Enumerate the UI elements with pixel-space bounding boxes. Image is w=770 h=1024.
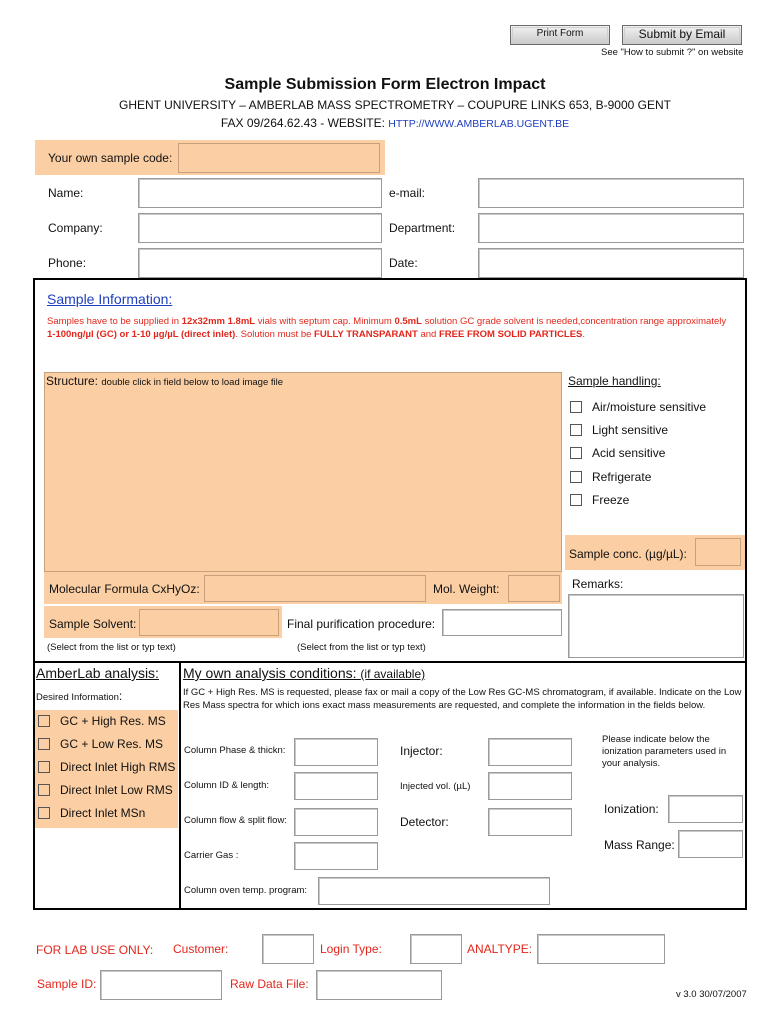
note-concentration: 1-100ng/µl (GC) or 1-10 µg/µL (direct inlet)	[47, 329, 236, 340]
direct-inlet-msn-label: Direct Inlet MSn	[60, 806, 146, 820]
column-flow-label: Column flow & split flow:	[184, 815, 287, 826]
sample-conc-input[interactable]	[695, 538, 741, 566]
refrigerate-checkbox[interactable]	[570, 471, 582, 483]
email-input[interactable]	[478, 178, 744, 208]
gc-high-res-label: GC + High Res. MS	[60, 714, 166, 728]
own-conditions-heading	[183, 665, 425, 681]
ionization-input[interactable]	[668, 795, 743, 823]
website-link[interactable]: HTTP://WWW.AMBERLAB.UGENT.BE	[388, 118, 570, 130]
acid-sensitive-label: Acid sensitive	[592, 446, 666, 460]
structure-hint: double click in field below to load image file	[101, 377, 284, 388]
sample-code-label: Your own sample code:	[48, 151, 173, 165]
column-id-input[interactable]	[294, 772, 378, 800]
name-label: Name:	[48, 186, 84, 200]
own-conditions-title: My own analysis conditions:	[183, 665, 357, 681]
sample-box-bottom	[33, 908, 747, 910]
solvent-hint: (Select from the list or typ text)	[47, 642, 176, 653]
remarks-label: Remarks:	[572, 577, 624, 591]
oven-program-label: Column oven temp. program:	[184, 885, 308, 896]
direct-inlet-high-checkbox[interactable]	[38, 761, 50, 773]
direct-inlet-low-checkbox[interactable]	[38, 784, 50, 796]
ionization-note: Please indicate below the ionization parameters used in your analysis.	[602, 734, 727, 769]
own-conditions-sub: (if available)	[360, 667, 426, 681]
direct-inlet-high-label: Direct Inlet High RMS	[60, 760, 176, 774]
desired-info-line	[36, 689, 122, 703]
lab-use-heading: FOR LAB USE ONLY:	[36, 943, 154, 957]
detector-input[interactable]	[488, 808, 572, 836]
sample-id-input[interactable]	[100, 970, 222, 1000]
phone-label: Phone:	[48, 256, 87, 270]
note-vial-size: 12x32mm 1.8mL	[181, 316, 256, 327]
company-input[interactable]	[138, 213, 382, 243]
own-conditions-intro: If GC + High Res. MS is requested, please fax or mail a copy of the Low Res GC-MS chromatogram, if available. Indicate on the Low Res Mass spectra for which ions exact mass measurements are requested, and complete the information in the fields below.	[183, 687, 742, 711]
purification-label: Final purification procedure:	[287, 617, 436, 631]
submit-by-email-button[interactable]: Submit by Email	[622, 25, 742, 45]
analysis-divider	[33, 661, 747, 663]
note-transparent: FULLY TRANSPARANT	[314, 329, 418, 340]
mass-range-label: Mass Range:	[604, 838, 675, 852]
sample-code-input[interactable]	[178, 143, 380, 173]
injected-vol-input[interactable]	[488, 772, 572, 800]
column-id-label: Column ID & length:	[184, 780, 270, 791]
oven-program-input[interactable]	[318, 877, 550, 905]
version-label: v 3.0 30/07/2007	[676, 989, 747, 1000]
column-phase-input[interactable]	[294, 738, 378, 766]
note-part-1: Samples have to be supplied in	[47, 316, 182, 327]
sample-id-label: Sample ID:	[37, 977, 97, 991]
note-part-6: and	[417, 329, 439, 340]
purification-hint: (Select from the list or typ text)	[297, 642, 426, 653]
phone-input[interactable]	[138, 248, 382, 278]
freeze-checkbox[interactable]	[570, 494, 582, 506]
email-label: e-mail:	[389, 186, 426, 200]
air-moisture-label: Air/moisture sensitive	[592, 400, 707, 414]
freeze-label: Freeze	[592, 493, 630, 507]
customer-input[interactable]	[262, 934, 314, 964]
ionization-label: Ionization:	[604, 802, 659, 816]
light-sensitive-label: Light sensitive	[592, 423, 669, 437]
sample-box-top	[33, 278, 747, 280]
direct-inlet-low-label: Direct Inlet Low RMS	[60, 783, 173, 797]
sample-requirements-note	[47, 315, 737, 341]
sample-conc-label: Sample conc. (µg/µL):	[569, 547, 687, 561]
solvent-label: Sample Solvent:	[49, 617, 137, 631]
injector-label: Injector:	[400, 744, 443, 758]
sample-handling-label: Sample handling:	[568, 374, 661, 388]
mass-range-input[interactable]	[678, 830, 743, 858]
desired-info-label: Desired Information	[36, 692, 119, 703]
formula-input[interactable]	[204, 575, 426, 602]
acid-sensitive-checkbox[interactable]	[570, 447, 582, 459]
structure-label-line	[46, 374, 283, 388]
remarks-input[interactable]	[568, 594, 744, 658]
raw-data-label: Raw Data File:	[230, 977, 309, 991]
date-label: Date:	[389, 256, 418, 270]
sample-info-heading: Sample Information:	[47, 291, 173, 307]
login-type-input[interactable]	[410, 934, 462, 964]
structure-label: Structure:	[46, 374, 99, 388]
fax-website-line	[0, 116, 770, 130]
amberlab-heading: AmberLab analysis:	[36, 665, 159, 681]
light-sensitive-checkbox[interactable]	[570, 424, 582, 436]
purification-input[interactable]	[442, 609, 562, 636]
login-type-label: Login Type:	[320, 942, 382, 956]
injector-input[interactable]	[488, 738, 572, 766]
direct-inlet-msn-checkbox[interactable]	[38, 807, 50, 819]
department-input[interactable]	[478, 213, 744, 243]
structure-image-field[interactable]	[44, 372, 562, 572]
column-phase-label: Column Phase & thickn:	[184, 745, 286, 756]
injected-vol-label: Injected vol. (µL)	[400, 781, 471, 792]
department-label: Department:	[389, 221, 456, 235]
desired-info-colon: :	[118, 689, 123, 703]
gc-low-res-checkbox[interactable]	[38, 738, 50, 750]
company-label: Company:	[48, 221, 103, 235]
gc-high-res-checkbox[interactable]	[38, 715, 50, 727]
page-subtitle: GHENT UNIVERSITY – AMBERLAB MASS SPECTROMETRY – COUPURE LINKS 653, B-9000 GENT	[119, 98, 671, 112]
air-moisture-checkbox[interactable]	[570, 401, 582, 413]
submit-hint: See "How to submit ?" on website	[601, 47, 744, 58]
analtype-label: ANALTYPE:	[467, 942, 533, 956]
name-input[interactable]	[138, 178, 382, 208]
note-part-3: solution GC grade solvent is needed,concentration range approximately	[421, 316, 727, 327]
print-form-button[interactable]: Print Form	[510, 25, 610, 45]
analysis-column-divider	[179, 661, 181, 910]
carrier-gas-label: Carrier Gas :	[184, 850, 239, 861]
note-part-5: . Solution must be	[235, 329, 315, 340]
customer-label: Customer:	[173, 942, 229, 956]
mol-weight-label: Mol. Weight:	[433, 582, 500, 596]
page-title: Sample Submission Form Electron Impact	[224, 76, 546, 93]
note-part-2: vials with septum cap. Minimum	[255, 316, 395, 327]
carrier-gas-input[interactable]	[294, 842, 378, 870]
date-input[interactable]	[478, 248, 744, 278]
detector-label: Detector:	[400, 815, 449, 829]
mol-weight-input[interactable]	[508, 575, 560, 602]
note-part-7: .	[582, 329, 586, 340]
note-no-particles: FREE FROM SOLID PARTICLES	[438, 329, 583, 340]
gc-low-res-label: GC + Low Res. MS	[60, 737, 164, 751]
sample-box-right	[745, 278, 747, 910]
analtype-input[interactable]	[537, 934, 665, 964]
formula-label: Molecular Formula CxHyOz:	[49, 582, 200, 596]
column-flow-input[interactable]	[294, 808, 378, 836]
raw-data-input[interactable]	[316, 970, 442, 1000]
refrigerate-label: Refrigerate	[592, 470, 652, 484]
solvent-input[interactable]	[139, 609, 279, 636]
fax-label: FAX 09/264.62.43 - WEBSITE:	[220, 116, 389, 130]
note-min-volume: 0.5mL	[394, 316, 422, 327]
